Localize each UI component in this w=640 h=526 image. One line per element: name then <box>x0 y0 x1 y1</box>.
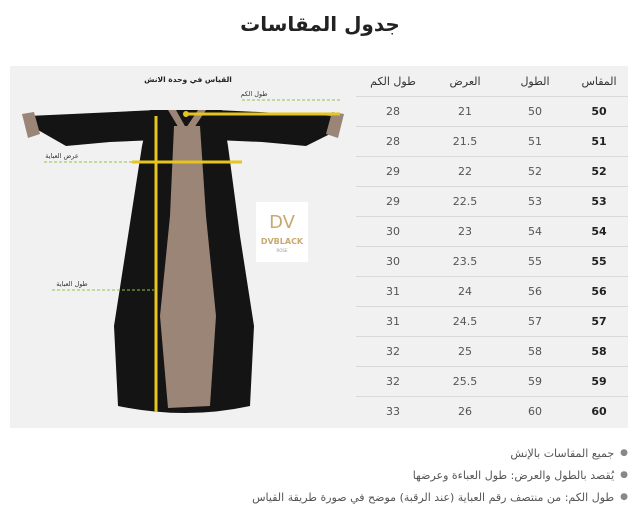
note-text: جميع المقاسات بالإنش <box>510 446 615 460</box>
table-row <box>356 157 628 186</box>
bullet-icon: ● <box>620 470 628 480</box>
length-label: طول العباية <box>56 280 88 288</box>
table-row <box>356 367 628 396</box>
brand-name: DVBLACK <box>260 237 304 246</box>
cell-length: 56 <box>528 285 542 298</box>
cell-length: 51 <box>528 135 542 148</box>
table-row <box>356 397 628 426</box>
note-text: يُقصد بالطول والعرض: طول العباءة وعرضها <box>412 468 615 482</box>
cell-size: 57 <box>591 315 607 328</box>
cell-length: 58 <box>528 345 542 358</box>
cell-width: 21 <box>458 105 472 118</box>
header-width: العرض <box>449 74 481 88</box>
cell-width: 26 <box>458 405 472 418</box>
cell-sleeve: 31 <box>386 315 400 328</box>
cell-width: 25.5 <box>452 375 478 388</box>
cell-sleeve: 33 <box>386 405 400 418</box>
cell-length: 52 <box>528 165 542 178</box>
cell-length: 60 <box>528 405 542 418</box>
cell-length: 50 <box>528 105 542 118</box>
cell-width: 24.5 <box>452 315 478 328</box>
cell-width: 21.5 <box>452 135 478 148</box>
size-table <box>356 66 628 428</box>
cell-size: 60 <box>591 405 607 418</box>
table-header <box>356 66 628 96</box>
table-row <box>356 277 628 306</box>
table-row <box>356 187 628 216</box>
bullet-icon: ● <box>620 492 628 502</box>
cell-size: 59 <box>591 375 607 388</box>
cell-sleeve: 32 <box>386 345 400 358</box>
cell-sleeve: 30 <box>386 255 400 268</box>
cell-sleeve: 32 <box>386 375 400 388</box>
cell-size: 52 <box>591 165 607 178</box>
cell-size: 56 <box>591 285 607 298</box>
cell-sleeve: 29 <box>386 165 400 178</box>
cell-size: 58 <box>591 345 607 358</box>
cell-width: 25 <box>458 345 472 358</box>
cell-sleeve: 28 <box>386 105 400 118</box>
cell-length: 57 <box>528 315 542 328</box>
cell-length: 54 <box>528 225 542 238</box>
table-row <box>356 337 628 366</box>
table-row <box>356 307 628 336</box>
cell-sleeve: 31 <box>386 285 400 298</box>
table-row <box>356 217 628 246</box>
abaya-diagram <box>10 66 355 428</box>
cell-width: 23 <box>458 225 472 238</box>
cell-width: 24 <box>458 285 472 298</box>
cell-width: 23.5 <box>452 255 478 268</box>
cell-size: 53 <box>591 195 607 208</box>
bullet-icon: ● <box>620 448 628 458</box>
cell-sleeve: 30 <box>386 225 400 238</box>
cell-size: 51 <box>591 135 607 148</box>
cell-sleeve: 29 <box>386 195 400 208</box>
notes-list <box>28 442 628 508</box>
table-row <box>356 97 628 126</box>
page-title: جدول المقاسات <box>240 12 400 36</box>
table-row <box>356 127 628 156</box>
cell-width: 22 <box>458 165 472 178</box>
sleeve-length-label: طول الكم <box>240 90 268 98</box>
header-length: الطول <box>520 74 550 88</box>
cell-size: 50 <box>591 105 607 118</box>
left-sleeve <box>28 110 156 146</box>
cell-sleeve: 28 <box>386 135 400 148</box>
cell-size: 54 <box>591 225 607 238</box>
list-item <box>28 442 628 464</box>
illustration-heading: القياس في وحدة الانش <box>144 75 232 84</box>
header-sleeve: طول الكم <box>370 74 416 88</box>
note-text: طول الكم: من منتصف رقم العباية (عند الرقبة) موضح في صورة طريقة القياس <box>252 490 615 504</box>
list-item <box>28 486 628 508</box>
brand-sub: ROSE <box>276 248 288 253</box>
cell-length: 55 <box>528 255 542 268</box>
cell-length: 59 <box>528 375 542 388</box>
header-size: المقاس <box>581 74 617 88</box>
list-item <box>28 464 628 486</box>
width-label: عرض العباية <box>45 152 79 160</box>
measurement-illustration <box>10 66 355 428</box>
cell-length: 53 <box>528 195 542 208</box>
cell-width: 22.5 <box>452 195 478 208</box>
cell-size: 55 <box>591 255 607 268</box>
collar-point <box>183 111 189 117</box>
brand-monogram: DV <box>269 212 295 233</box>
table-row <box>356 247 628 276</box>
